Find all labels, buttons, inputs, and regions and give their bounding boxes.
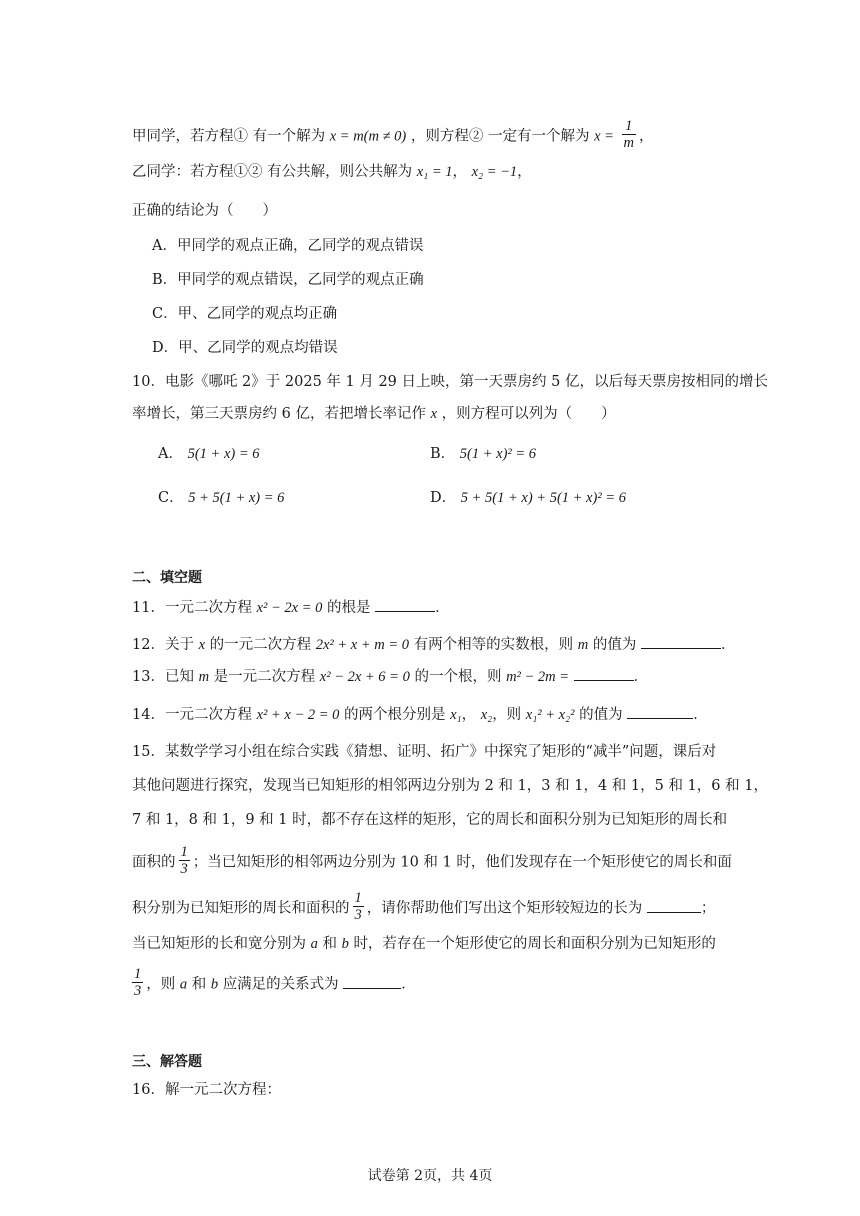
q9-jia-end: ， [639, 128, 654, 145]
q14-end: ． [693, 707, 708, 723]
q15-text: 积分别为已知矩形的周长和面积的 [132, 900, 350, 917]
q15-line3: 7 和 1，8 和 1，9 和 1 时，都不存在这样的矩形，它的周长和面积分别为已知矩形的周长和 [132, 812, 728, 828]
q9-option-b[interactable]: B．甲同学的观点错误，乙同学的观点正确 [152, 272, 424, 288]
q15-fraction-one-third [179, 844, 190, 877]
q9-option-c[interactable]: C．甲、乙同学的观点均正确 [152, 306, 338, 322]
q15-text-post: ，请你帮助他们写出这个矩形较短边的长为 [366, 900, 643, 917]
q15-end: ． [401, 976, 416, 993]
q13-expression2: m² − 2m = [506, 669, 570, 685]
q11-expression: x² − 2x = 0 [256, 600, 323, 616]
q15-fraction-one-third [132, 966, 143, 999]
option-label: D． [430, 490, 457, 506]
q12-text: 12．关于 [132, 637, 194, 653]
q13-var-m: m [198, 669, 210, 685]
q15-line5 [132, 892, 715, 925]
q11 [132, 597, 450, 618]
q13 [132, 666, 648, 687]
q15-var-a: a [310, 936, 318, 952]
q11-text: 11．一元二次方程 [132, 600, 252, 616]
q12-text-mid: 的一元二次方程 [209, 637, 312, 653]
q15-var-a: a [179, 976, 188, 993]
fraction-numerator: 1 [622, 118, 636, 135]
q14-separator: ， [461, 707, 477, 723]
section-title-answer: 三、解答题 [132, 1054, 202, 1070]
q15-line7 [132, 968, 416, 1001]
q15-text-post: 应满足的关系式为 [222, 976, 339, 993]
q15-and: 和 [191, 976, 207, 993]
q11-answer-blank[interactable] [375, 597, 435, 612]
q9-jia-expression: x = m(m ≠ 0) [329, 128, 407, 145]
q10-option-c[interactable] [158, 488, 284, 508]
q10-option-a[interactable] [158, 444, 260, 464]
q10-option-b[interactable] [430, 444, 536, 464]
q15-and: 和 [322, 936, 337, 952]
option-expression: 5 + 5(1 + x) = 6 [188, 490, 285, 506]
q15-text-post: ；当已知矩形的相邻两边分别为 10 和 1 时，他们发现存在一个矩形使它的周长和面 [192, 854, 732, 871]
q9-option-a[interactable]: A．甲同学的观点正确，乙同学的观点错误 [152, 238, 424, 254]
q9-yi-text: 乙同学：若方程①② 有公共解，则公共解为 [132, 164, 413, 180]
page-footer: 试卷第 2页，共 4页 [367, 1168, 493, 1184]
q12-text-post: 的值为 [592, 637, 637, 653]
section-title-fill-in: 二、填空题 [132, 570, 202, 586]
q11-text-post: 的根是 [326, 600, 371, 616]
q9-yi-x2: x₂ = −1 [471, 164, 518, 180]
fraction-denominator: 3 [354, 907, 362, 923]
q14-x1: x₁ [450, 707, 462, 723]
q15-fraction-one-third [353, 890, 364, 923]
fraction-denominator: m [623, 135, 635, 151]
q16: 16．解一元二次方程： [132, 1082, 281, 1098]
option-label: C． [158, 490, 184, 506]
q12-text-mid2: 有两个相等的实数根，则 [413, 637, 574, 653]
q10-stem-line1: 10．电影《哪吒 2》于 2025 年 1 月 29 日上映，第一天票房约 5 亿，以后每天票房按相同的增长 [132, 374, 768, 390]
q14-answer-blank[interactable] [627, 704, 693, 719]
q9-yi-separator: ， [452, 164, 467, 180]
q11-end: ． [435, 600, 450, 616]
option-expression: 5 + 5(1 + x) + 5(1 + x)² = 6 [460, 490, 626, 506]
fraction-denominator: 3 [134, 983, 142, 999]
q14-expression2: x₁² + x₂² [525, 707, 575, 723]
q12-end: ． [720, 637, 736, 653]
option-expression: 5(1 + x) = 6 [187, 446, 260, 462]
fraction-numerator: 1 [134, 966, 142, 982]
q13-answer-blank[interactable] [574, 666, 634, 681]
q13-text-mid2: 的一个根，则 [414, 669, 502, 685]
q15-text: 面积的 [132, 854, 176, 871]
q12-expression: 2x² + x + m = 0 [315, 637, 410, 653]
q9-jia-fraction [622, 118, 636, 151]
q14-text-mid2: ，则 [492, 707, 522, 723]
q15-line1: 15．某数学学习小组在综合实践《猜想、证明、拓广》中探究了矩形的“减半”问题，课后对 [132, 744, 717, 760]
q10-text-post: ，则方程可以列为（ ） [441, 406, 616, 422]
q10-stem-line2 [132, 404, 616, 424]
q15-end: ； [700, 900, 716, 917]
q15-text-post: 时，若存在一个矩形使它的周长和面积分别为已知矩形的 [353, 936, 716, 952]
q14-text: 14．一元二次方程 [132, 707, 252, 723]
q15-var-b: b [341, 936, 349, 952]
q9-yi-statement [132, 162, 532, 182]
q13-end: ． [633, 669, 649, 685]
q9-jia-statement [132, 120, 654, 153]
fraction-numerator: 1 [354, 890, 362, 906]
q15-line2: 其他问题进行探究，发现当已知矩形的相邻两边分别为 2 和 1，3 和 1，4 和 1，5 和 1，6 和 1， [132, 778, 768, 794]
q14-expression: x² + x − 2 = 0 [256, 707, 340, 723]
q14-text-mid: 的两个根分别是 [344, 707, 446, 723]
q15-text: 当已知矩形的长和宽分别为 [132, 936, 306, 952]
fraction-numerator: 1 [180, 844, 188, 860]
option-label: A． [158, 446, 183, 462]
q14-text-post: 的值为 [579, 707, 623, 723]
q12 [132, 634, 735, 655]
option-label: B． [430, 446, 456, 462]
q9-prompt: 正确的结论为（ ） [132, 203, 277, 219]
q12-var-m: m [577, 637, 589, 653]
q15-answer-blank-2[interactable] [343, 974, 401, 989]
q9-option-d[interactable]: D．甲、乙同学的观点均错误 [152, 340, 338, 356]
q15-line6 [132, 934, 716, 954]
option-expression: 5(1 + x)² = 6 [459, 446, 537, 462]
q10-option-d[interactable] [430, 488, 626, 508]
q9-jia-text: 甲同学，若方程① 有一个解为 [132, 128, 326, 145]
q12-answer-blank[interactable] [641, 634, 721, 649]
q14 [132, 704, 708, 725]
fraction-denominator: 3 [180, 861, 188, 877]
q9-jia-x: x = [594, 128, 614, 145]
q14-x2: x₂ [480, 707, 493, 723]
q9-yi-end: ， [517, 164, 532, 180]
q15-text: ，则 [146, 976, 176, 993]
q15-var-b: b [210, 976, 219, 993]
q13-text-mid: 是一元二次方程 [213, 669, 316, 685]
q10-text: 率增长，第三天票房约 6 亿，若把增长率记作 [132, 406, 426, 422]
q10-variable: x [430, 406, 437, 422]
q12-var-x: x [198, 637, 205, 653]
q13-text: 13．已知 [132, 669, 194, 685]
q9-yi-x1: x₁ = 1 [416, 164, 453, 180]
q9-jia-text-mid: ，则方程② 一定有一个解为 [410, 128, 590, 145]
q15-line4 [132, 846, 732, 879]
q13-expression: x² − 2x + 6 = 0 [319, 669, 410, 685]
q15-answer-blank-1[interactable] [647, 898, 701, 913]
